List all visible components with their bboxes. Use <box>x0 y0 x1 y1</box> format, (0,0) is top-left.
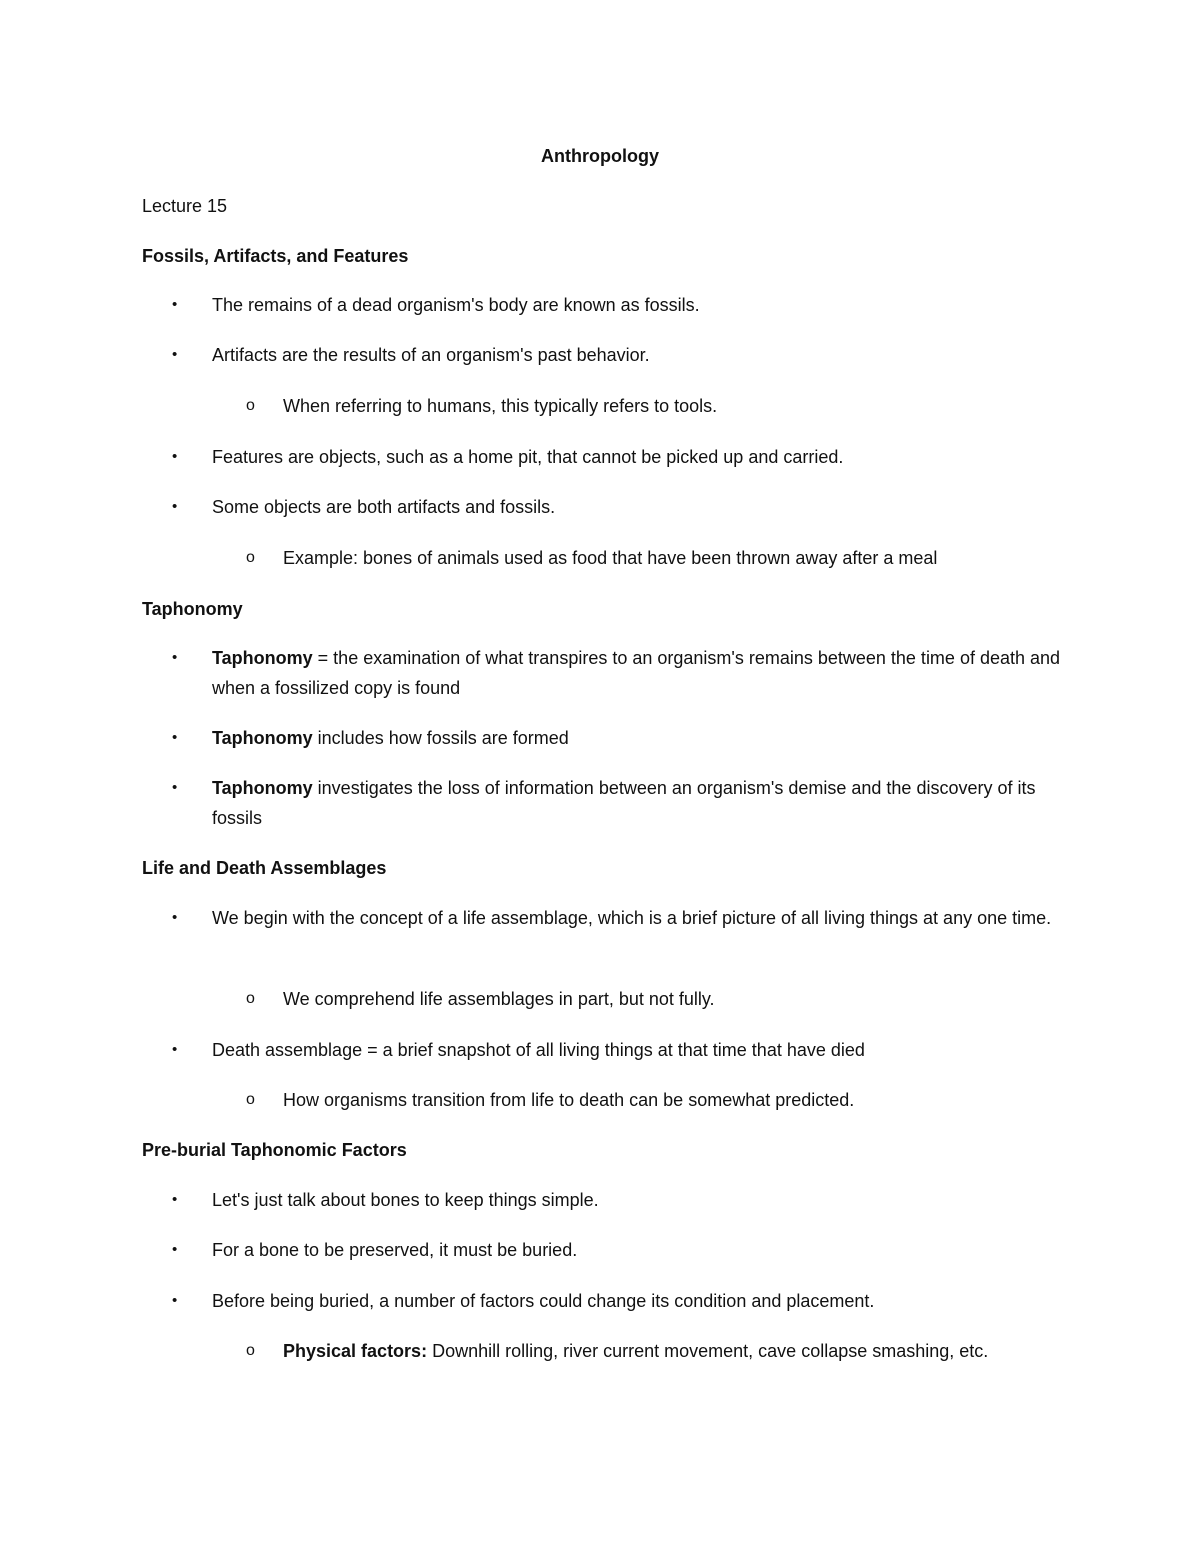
section-heading-taphonomy: Taphonomy <box>142 599 243 619</box>
list-item: For a bone to be preserved, it must be buried. <box>212 1240 578 1260</box>
list-item: Artifacts are the results of an organism's past behavior. <box>212 345 650 365</box>
item-text: investigates the loss of information between an organism's demise and the discovery of its fossils <box>212 778 1036 828</box>
bullet-marker: • <box>172 498 178 515</box>
sub-bullet-marker: o <box>246 397 255 414</box>
section-heading-preburial: Pre-burial Taphonomic Factors <box>142 1140 407 1160</box>
list-item <box>212 643 1062 703</box>
bullet-marker: • <box>172 346 178 363</box>
bullet-marker: • <box>172 1292 178 1309</box>
lecture-number: Lecture 15 <box>142 196 228 216</box>
bullet-marker: • <box>172 909 178 926</box>
list-item: The remains of a dead organism's body are known as fossils. <box>212 295 700 315</box>
document-title: Anthropology <box>541 146 659 166</box>
term-physical-factors: Physical factors: <box>283 1341 428 1361</box>
sub-list-item <box>283 1336 1083 1366</box>
sub-bullet-marker: o <box>246 1091 255 1108</box>
bullet-marker: • <box>172 649 178 666</box>
sub-list-item: How organisms transition from life to death can be somewhat predicted. <box>283 1090 855 1110</box>
item-text: Downhill rolling, river current movement, cave collapse smashing, etc. <box>427 1341 989 1361</box>
term-taphonomy: Taphonomy <box>212 778 313 798</box>
bullet-marker: • <box>172 779 178 796</box>
bullet-marker: • <box>172 448 178 465</box>
sub-list-item: Example: bones of animals used as food that have been thrown away after a meal <box>283 548 938 568</box>
term-taphonomy: Taphonomy <box>212 648 313 668</box>
list-item <box>212 773 1062 833</box>
bullet-marker: • <box>172 1191 178 1208</box>
sub-list-item: When referring to humans, this typically refers to tools. <box>283 396 718 416</box>
section-heading-fossils: Fossils, Artifacts, and Features <box>142 246 409 266</box>
section-heading-assemblages: Life and Death Assemblages <box>142 858 387 878</box>
list-item: Before being buried, a number of factors could change its condition and placement. <box>212 1291 875 1311</box>
sub-bullet-marker: o <box>246 990 255 1007</box>
sub-bullet-marker: o <box>246 1342 255 1359</box>
item-text: includes how fossils are formed <box>312 728 569 748</box>
sub-list-item: We comprehend life assemblages in part, but not fully. <box>283 989 715 1009</box>
list-item <box>212 723 1062 753</box>
list-item: Some objects are both artifacts and fossils. <box>212 497 556 517</box>
sub-bullet-marker: o <box>246 549 255 566</box>
list-item: We begin with the concept of a life assemblage, which is a brief picture of all living things at any one time. <box>212 908 1052 928</box>
list-item: Features are objects, such as a home pit, that cannot be picked up and carried. <box>212 447 844 467</box>
definition-text: = the examination of what transpires to an organism's remains between the time of death and when a fossilized copy is found <box>212 648 1061 698</box>
bullet-marker: • <box>172 729 178 746</box>
bullet-marker: • <box>172 296 178 313</box>
term-taphonomy: Taphonomy <box>212 728 313 748</box>
bullet-marker: • <box>172 1241 178 1258</box>
list-item: Death assemblage = a brief snapshot of all living things at that time that have died <box>212 1040 865 1060</box>
bullet-marker: • <box>172 1041 178 1058</box>
list-item: Let's just talk about bones to keep things simple. <box>212 1190 599 1210</box>
